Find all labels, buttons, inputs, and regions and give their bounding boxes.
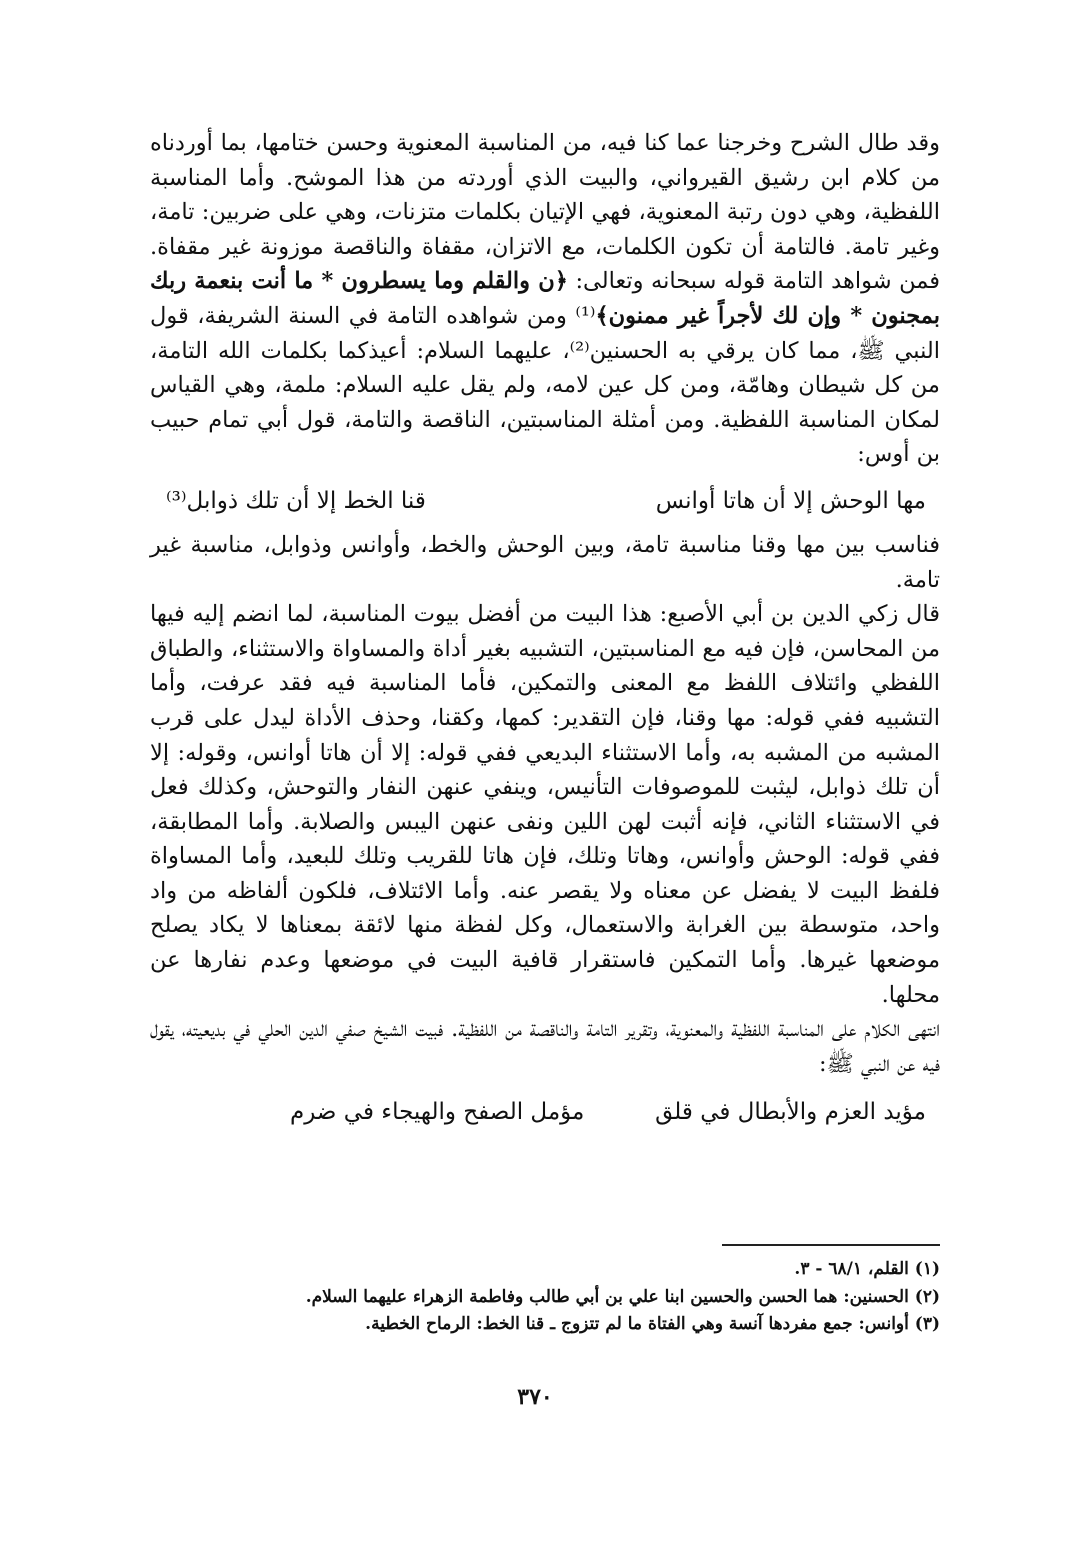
footnote-1: (١) القلم، ٦٨/١ - ٣.: [794, 1259, 940, 1279]
paragraph-3: قال زكي الدين بن أبي الأصبع: هذا البيت من أفضل بيوت المناسبة، لما انضم إليه فيها من المحاسن، فإن فيه مع المناسبتين، التشبيه بغير أداة والمساواة والاستثناء، والطباق اللفظي وائتلاف اللفظ مع المعنى والتمكين، فأما المناسبة فيه فقد عرفت، وأما التشبيه ففي قوله: مها وقنا، فإن التقدير: كمها، وكقنا، وحذف الأداة ليدل على قرب المشبه من المشبه به، وأما الاستثناء البديعي ففي قوله: إلا أن هاتا أوانس، وقوله: إلا أن تلك ذوابل، ليثبت للموصوفات التأنيس، وينفي عنهن النفار والتوحش، وكذلك فعل في الاستثناء الثاني، فإنه أثبت لهن اللين ونفى عنهن اليبس والصلابة. وأما المطابقة، ففي قوله: الوحش وأوانس، وهاتا وتلك، فإن هاتا للقريب وتلك للبعيد، وأما المساواة فلفظ البيت لا يفضل عن معناه ولا يقصر عنه. وأما الائتلاف، فلكون ألفاظه من واد واحد، متوسطة بين الغرابة والاستعمال، وكل لفظة منها لائقة بمعناها لا يكاد يصلح موضعها غيرها. وأما التمكين فاستقرار قافية البيت في موضعها وعدم نفارها عن محلها.: [150, 601, 940, 1008]
footnote-3: (٣) أوانس: جمع مفردها آنسة وهي الفتاة ما لم تتزوج ـ قنا الخط: الرماح الخطية.: [365, 1314, 940, 1334]
page-body: [150, 118, 940, 1139]
paragraph-1-text-b: ⁽¹⁾ ومن شواهده التامة في السنة الشريفة، قول النبي ﷺ، مما كان يرقي به الحسنين⁽²⁾، عليهما السلام: أعيذكما بكلمات الله التامة، من كل شيطان وهامّة، ومن كل عين لامه، ولم يقل عليه السلام: ملمة، وهي القياس لمكان المناسبة اللفظية. ومن أمثلة المناسبتين، الناقصة والتامة، قول أبي تمام حبيب بن أوس:: [150, 302, 940, 468]
paragraph-1-text-a: وقد طال الشرح وخرجنا عما كنا فيه، من المناسبة المعنوية وحسن ختامها، بما أوردناه من كلام ابن رشيق القيرواني، والبيت الذي أوردته من هذا الموشح. وأما المناسبة اللفظية، وهي دون رتبة المعنوية، فهي الإتيان بكلمات متزنات، وهي على ضربين: تامة، وغير تامة. فالتامة أن تكون الكلمات، مع الاتزان، مقفاة والناقصة موزونة غير مقفاة. فمن شواهد التامة قوله سبحانه وتعالى:: [150, 130, 940, 295]
verse-1: [150, 482, 940, 520]
footnotes: [150, 1256, 940, 1339]
footnote-2: (٢) الحسنين: هما الحسن والحسين ابنا علي بن أبي طالب وفاطمة الزهراء عليهما السلام.: [305, 1286, 940, 1307]
verse-2: [150, 1093, 940, 1131]
paragraph-2: فناسب بين مها وقنا مناسبة تامة، وبين الوحش والخط، وأوانس وذوابل، مناسبة غير تامة.: [150, 531, 940, 593]
verse-2-second-hemistich: مؤمل الصفح والهيجاء في ضرم: [290, 1099, 585, 1126]
verse-1-first-hemistich: مها الوحش إلا أن هاتا أوانس: [655, 487, 926, 514]
page-number: ٣٧٠: [517, 1384, 553, 1410]
paragraph-1: [150, 126, 940, 472]
verse-2-first-hemistich: مؤيد العزم والأبطال في قلق: [655, 1099, 926, 1126]
footnote-divider: [722, 1244, 940, 1246]
quran-quote: ﴿ن والقلم وما يسطرون * ما أنت بنعمة ربك بمجنون * وإن لك لأجراً غير ممنون﴾: [150, 268, 940, 329]
verse-1-second-hemistich: قنا الخط إلا أن تلك ذوابل⁽³⁾: [166, 487, 426, 514]
paragraph-4: انتهى الكلام على المناسبة اللفظية والمعنوية، وتقرير التامة والناقصة من اللفظية. فبيت الشيخ صفي الدين الحلي في بديعيته، يقول فيه عن النبي ﷺ:: [150, 1016, 940, 1077]
